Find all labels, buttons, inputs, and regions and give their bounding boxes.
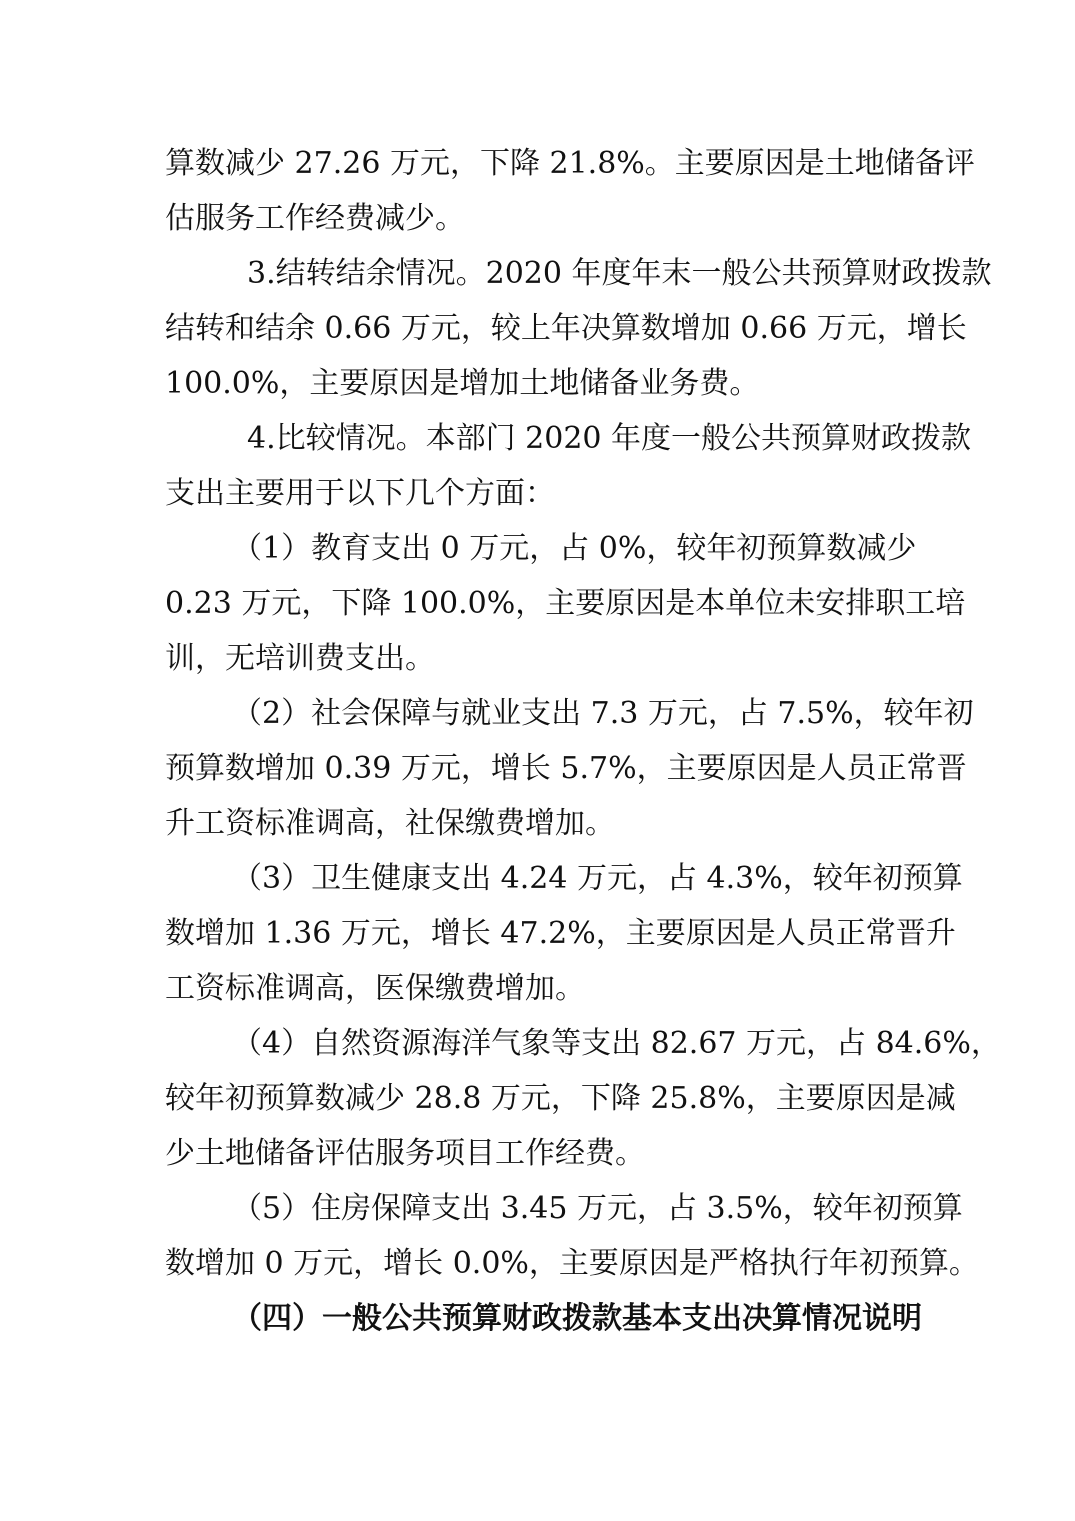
text-line: 少土地储备评估服务项目工作经费。 (165, 1136, 645, 1171)
text-line: 支出主要用于以下几个方面： (165, 476, 555, 511)
text-line: 数增加 0 万元，增长 0.0%，主要原因是严格执行年初预算。 (165, 1246, 979, 1281)
section-heading: （四）一般公共预算财政拨款基本支出决算情况说明 (232, 1301, 922, 1336)
text-line: 升工资标准调高，社保缴费增加。 (165, 806, 615, 841)
text-line: 训，无培训费支出。 (165, 641, 435, 676)
text-line: 估服务工作经费减少。 (165, 201, 465, 236)
text-line: （1）教育支出 0 万元，占 0%，较年初预算数减少 (232, 531, 917, 566)
text-line: （2）社会保障与就业支出 7.3 万元，占 7.5%，较年初 (232, 696, 974, 731)
text-line: 100.0%，主要原因是增加土地储备业务费。 (165, 366, 760, 401)
text-line: 工资标准调高，医保缴费增加。 (165, 971, 585, 1006)
text-line: 算数减少 27.26 万元，下降 21.8%。主要原因是土地储备评 (165, 146, 975, 181)
text-line: 4.比较情况。本部门 2020 年度一般公共预算财政拨款 (247, 421, 972, 456)
text-line: 0.23 万元，下降 100.0%，主要原因是本单位未安排职工培 (165, 586, 966, 621)
text-line: 3.结转结余情况。2020 年度年末一般公共预算财政拨款 (247, 256, 992, 291)
text-line: 数增加 1.36 万元，增长 47.2%，主要原因是人员正常晋升 (165, 916, 956, 951)
text-line: 较年初预算数减少 28.8 万元，下降 25.8%，主要原因是减 (165, 1081, 956, 1116)
text-line: 预算数增加 0.39 万元，增长 5.7%，主要原因是人员正常晋 (165, 751, 967, 786)
text-line: （3）卫生健康支出 4.24 万元，占 4.3%，较年初预算 (232, 861, 963, 896)
text-line: 结转和结余 0.66 万元，较上年决算数增加 0.66 万元，增长 (165, 311, 967, 346)
text-line: （5）住房保障支出 3.45 万元，占 3.5%，较年初预算 (232, 1191, 963, 1226)
text-line: （4）自然资源海洋气象等支出 82.67 万元，占 84.6%， (232, 1026, 1001, 1061)
